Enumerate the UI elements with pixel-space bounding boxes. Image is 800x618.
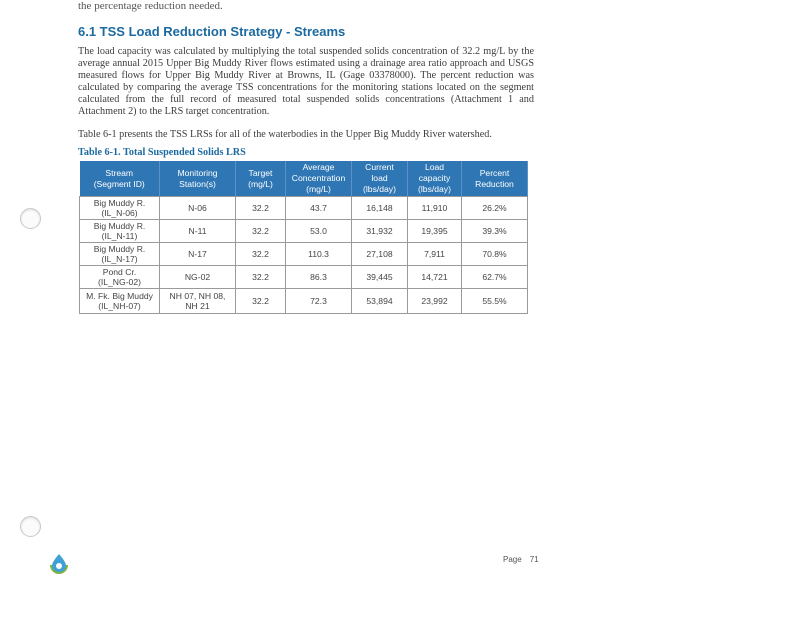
table-intro-sentence: Table 6-1 presents the TSS LRSs for all of the waterbodies in the Upper Big Muddy River watershed.: [78, 129, 492, 140]
cell-average-concentration: 43.7: [286, 197, 352, 220]
cell-average-concentration: 72.3: [286, 289, 352, 314]
cell-target: 32.2: [236, 266, 286, 289]
cell-percent-reduction: 62.7%: [462, 266, 528, 289]
cell-station: NH 07, NH 08, NH 21: [160, 289, 236, 314]
cell-percent-reduction: 55.5%: [462, 289, 528, 314]
cell-current-load: 31,932: [352, 220, 408, 243]
cell-current-load: 16,148: [352, 197, 408, 220]
cell-load-capacity: 7,911: [408, 243, 462, 266]
cell-stream: Pond Cr. (IL_NG-02): [80, 266, 160, 289]
header-percent-reduction: Percent Reduction: [462, 161, 528, 197]
cell-target: 32.2: [236, 243, 286, 266]
cell-average-concentration: 53.0: [286, 220, 352, 243]
table-header-row: [80, 161, 528, 197]
table-caption: Table 6-1. Total Suspended Solids LRS: [78, 147, 246, 158]
cell-current-load: 39,445: [352, 266, 408, 289]
table-row: [80, 266, 528, 289]
header-target: Target (mg/L): [236, 161, 286, 197]
water-drop-logo-icon: [48, 552, 70, 574]
radio-circle-icon[interactable]: [20, 208, 41, 229]
cell-station: N-06: [160, 197, 236, 220]
cell-target: 32.2: [236, 289, 286, 314]
cell-stream: M. Fk. Big Muddy (IL_NH-07): [80, 289, 160, 314]
cell-load-capacity: 23,992: [408, 289, 462, 314]
cell-target: 32.2: [236, 220, 286, 243]
header-average-concentration: Average Concentration (mg/L): [286, 161, 352, 197]
cell-stream: Big Muddy R. (IL_N-11): [80, 220, 160, 243]
page-footer: [503, 555, 539, 564]
cell-current-load: 53,894: [352, 289, 408, 314]
cell-target: 32.2: [236, 197, 286, 220]
table-row: [80, 243, 528, 266]
cell-station: NG-02: [160, 266, 236, 289]
cell-stream: Big Muddy R. (IL_N-17): [80, 243, 160, 266]
cell-current-load: 27,108: [352, 243, 408, 266]
cell-percent-reduction: 39.3%: [462, 220, 528, 243]
cell-station: N-11: [160, 220, 236, 243]
header-current-load: Current load (lbs/day): [352, 161, 408, 197]
cell-percent-reduction: 70.8%: [462, 243, 528, 266]
header-stream: Stream (Segment ID): [80, 161, 160, 197]
cell-load-capacity: 19,395: [408, 220, 462, 243]
table-row: [80, 220, 528, 243]
body-paragraph: The load capacity was calculated by multiplying the total suspended solids concentration of 32.2 mg/L by the average annual 2015 Upper Big Muddy River flows estimated using a drainage area ratio approach and USGS measured flows for Upper Big Muddy River at Browns, IL (Gage 03378000). The percent reduction was calculated by comparing the average TSS concentrations for the monitoring stations located on the segment calculated from the full record of measured total suspended solids concentrations (Attachment 1 and Attachment 2) to the LRS target concentration.: [78, 46, 534, 117]
cell-percent-reduction: 26.2%: [462, 197, 528, 220]
radio-circle-icon[interactable]: [20, 516, 41, 537]
page-label: Page: [503, 555, 522, 564]
cell-average-concentration: 86.3: [286, 266, 352, 289]
section-heading: 6.1 TSS Load Reduction Strategy - Streams: [78, 24, 346, 39]
page-number: 71: [529, 555, 539, 564]
table-row: [80, 289, 528, 314]
cell-load-capacity: 11,910: [408, 197, 462, 220]
cell-load-capacity: 14,721: [408, 266, 462, 289]
header-load-capacity: Load capacity (lbs/day): [408, 161, 462, 197]
header-monitoring-stations: Monitoring Station(s): [160, 161, 236, 197]
previous-page-text-fragment: the percentage reduction needed.: [78, 0, 223, 12]
cell-stream: Big Muddy R. (IL_N-06): [80, 197, 160, 220]
cell-station: N-17: [160, 243, 236, 266]
cell-average-concentration: 110.3: [286, 243, 352, 266]
tss-lrs-table: [79, 161, 528, 314]
table-row: [80, 197, 528, 220]
